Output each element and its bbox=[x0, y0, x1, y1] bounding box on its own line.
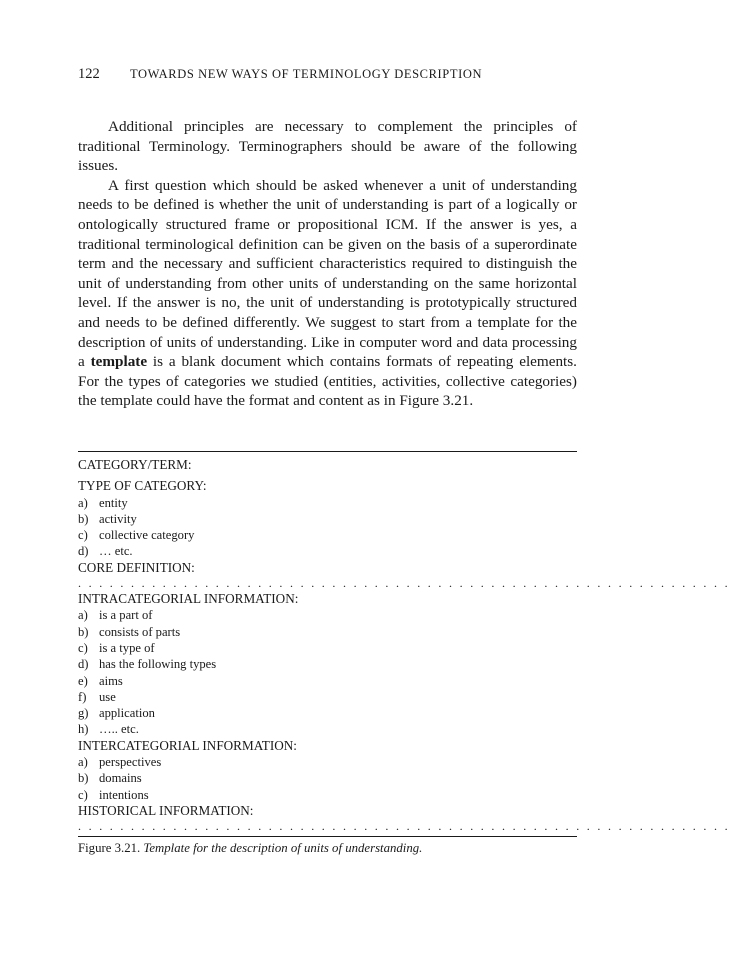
page-header bbox=[78, 66, 577, 86]
historical-dots: . . . . . . . . . . . . . . . . . . . . . . . . . . . . . . . . . . . . . . . . . . . . . . . . . . . . . . . . . . . . . . bbox=[78, 819, 730, 834]
intercategorial-list bbox=[78, 754, 577, 803]
list-item-label: c) bbox=[78, 640, 88, 655]
list-item-text: ….. etc. bbox=[99, 722, 139, 737]
list-item bbox=[78, 607, 577, 623]
list-item-text: use bbox=[99, 689, 116, 704]
paragraph-2 bbox=[78, 176, 577, 411]
historical-heading: HISTORICAL INFORMATION: bbox=[78, 802, 254, 818]
category-term-heading: CATEGORY/TERM: bbox=[78, 457, 192, 472]
list-item bbox=[78, 624, 577, 640]
paragraph-1: Additional principles are necessary to complement the principles of traditional Terminology. Terminographers should be aware of the following issues. bbox=[78, 118, 577, 175]
list-item bbox=[78, 511, 577, 527]
list-item bbox=[78, 754, 577, 770]
list-item-text: aims bbox=[99, 673, 123, 688]
term-template: template bbox=[90, 353, 148, 371]
list-item bbox=[78, 656, 577, 672]
list-item bbox=[78, 527, 577, 543]
list-item bbox=[78, 495, 577, 511]
paragraph-2-text-b: is a blank document which contains formats of repeating elements. For the types of categories we studied (entities, activities, collective categories) the template could have the format and content as in Figure 3.21. bbox=[78, 353, 577, 410]
list-item-text: application bbox=[99, 706, 155, 721]
list-item-text: … etc. bbox=[99, 544, 133, 559]
list-item bbox=[78, 705, 577, 721]
list-item-label: a) bbox=[78, 755, 88, 770]
list-item-label: c) bbox=[78, 787, 88, 802]
figure-caption bbox=[78, 837, 577, 856]
list-item-label: e) bbox=[78, 673, 88, 688]
list-item-label: b) bbox=[78, 771, 89, 786]
list-item-label: a) bbox=[78, 608, 88, 623]
list-item-label: h) bbox=[78, 722, 89, 737]
type-of-category-heading: TYPE OF CATEGORY: bbox=[78, 478, 207, 494]
list-item bbox=[78, 689, 577, 705]
list-item bbox=[78, 640, 577, 656]
list-item-label: b) bbox=[78, 511, 89, 526]
list-item-label: f) bbox=[78, 689, 87, 704]
list-item-text: collective category bbox=[99, 528, 195, 543]
list-item bbox=[78, 770, 577, 786]
list-item-label: a) bbox=[78, 495, 88, 510]
caption-text: Template for the description of units of understanding. bbox=[143, 841, 423, 856]
core-definition-dots: . . . . . . . . . . . . . . . . . . . . . . . . . . . . . . . . . . . . . . . . . . . . . . . . . . . . . . . . . . . . . . bbox=[78, 576, 730, 591]
page-number: 122 bbox=[78, 66, 100, 82]
list-item-text: consists of parts bbox=[99, 624, 181, 639]
caption-label: Figure 3.21. bbox=[78, 841, 141, 856]
list-item-text: perspectives bbox=[99, 755, 162, 770]
figure-3-21 bbox=[78, 451, 730, 856]
list-item-text: domains bbox=[99, 771, 142, 786]
list-item-label: d) bbox=[78, 657, 89, 672]
list-item-label: g) bbox=[78, 706, 89, 721]
list-item-text: activity bbox=[99, 511, 137, 526]
body-text bbox=[78, 117, 577, 411]
list-item-text: is a type of bbox=[99, 640, 155, 655]
list-item bbox=[78, 673, 577, 689]
running-head: TOWARDS NEW WAYS OF TERMINOLOGY DESCRIPTION bbox=[130, 67, 483, 81]
template-box bbox=[78, 452, 730, 834]
list-item bbox=[78, 543, 577, 559]
intracategorial-list bbox=[78, 607, 577, 737]
list-item-label: b) bbox=[78, 624, 89, 639]
list-item-text: is a part of bbox=[99, 608, 153, 623]
list-item bbox=[78, 721, 577, 737]
list-item-text: intentions bbox=[99, 787, 149, 802]
paragraph-2-text-a: A first question which should be asked whenever a unit of understanding needs to be defined is whether the unit of understanding is part of a logically or ontologically structured frame or propositional ICM. If the answer is yes, a traditional terminological definition can be given on the basis of a superordinate term and the necessary and sufficient characteristics required to distinguish the unit of understanding from other units of understanding on the same horizontal level. If the answer is no, the unit of understanding is prototypically structured and needs to be defined differently. We suggest to start from a template for the description of units of understanding. Like in computer word and data processing a bbox=[78, 176, 577, 371]
list-item-text: entity bbox=[99, 495, 128, 510]
list-item-text: has the following types bbox=[99, 657, 217, 672]
intracategorial-heading: INTRACATEGORIAL INFORMATION: bbox=[78, 591, 299, 607]
core-definition-heading: CORE DEFINITION: bbox=[78, 559, 195, 575]
list-item bbox=[78, 787, 577, 803]
list-item-label: d) bbox=[78, 544, 89, 559]
list-item-label: c) bbox=[78, 528, 88, 543]
intercategorial-heading: INTERCATEGORIAL INFORMATION: bbox=[78, 737, 297, 753]
type-of-category-list bbox=[78, 495, 577, 560]
